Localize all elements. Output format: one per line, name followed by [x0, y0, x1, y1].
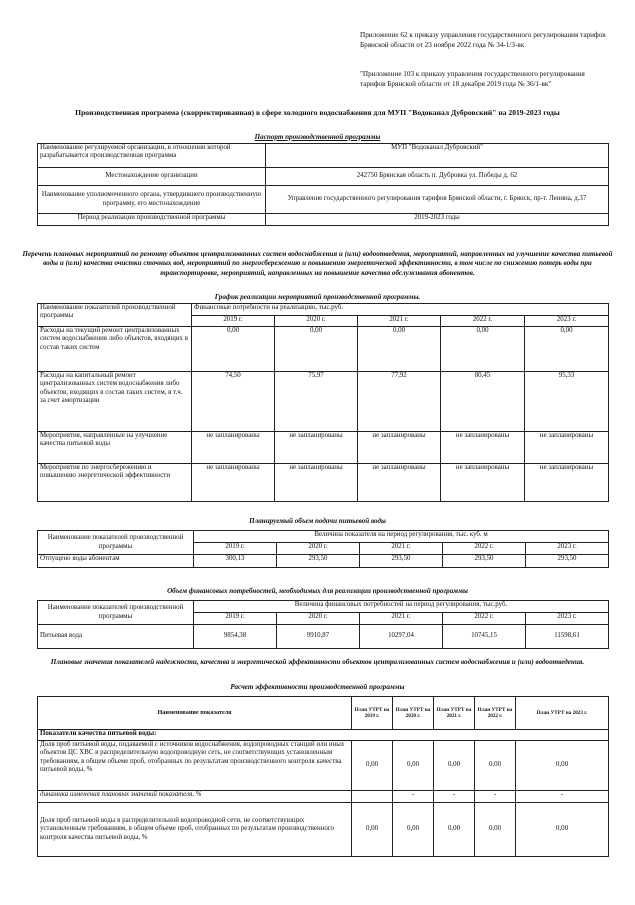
- year-header: 2020 г.: [277, 543, 360, 555]
- schedule-row: [38, 327, 609, 372]
- supply-cell: 293,50: [443, 555, 526, 568]
- efficiency-cell: 0,00: [352, 741, 393, 791]
- passport-row: [38, 186, 609, 214]
- finance-cell: 10745,15: [443, 625, 526, 649]
- plan-header: План УТРТ на 2022 г.: [475, 697, 516, 730]
- finance-head-label: Наименование показателей производственной программы: [38, 601, 194, 625]
- efficiency-cell: -: [393, 791, 434, 803]
- schedule-row: [38, 372, 609, 432]
- efficiency-caption: Расчет эффективности производственной программы: [230, 683, 405, 691]
- efficiency-row: [38, 741, 609, 791]
- supply-cell: 293,50: [277, 555, 360, 568]
- schedule-cell: 74,50: [192, 372, 275, 432]
- passport-value: 242750 Брянская область п. Дубровка ул. Победы д. 62: [266, 168, 609, 186]
- finance-row: [38, 625, 609, 649]
- passport-row: [38, 144, 609, 168]
- efficiency-cell: 0,00: [516, 803, 609, 857]
- passport-value: Управление государственного регулирования тарифов Брянской области, г. Брянск, пр-т. Ленина, д.37: [266, 186, 609, 214]
- schedule-cell: не запланированы: [275, 464, 358, 502]
- schedule-row-label: Расходы на текущий ремонт централизованных систем водоснабжения либо объектов, входящих в состав таких систем: [38, 327, 192, 372]
- schedule-cell: 95,33: [525, 372, 609, 432]
- plan-header: План УТРТ на 2021 г.: [434, 697, 475, 730]
- efficiency-row-label: Доля проб питьевой воды в распределительной водопроводной сети, не соответствующих установленным требованиям, в общем объеме проб, отобранных по результатам производственного контроля качества питьевой воды, %: [38, 803, 352, 857]
- year-header: 2022 г.: [441, 316, 525, 327]
- annex-note-1: Приложение 62 к приказу управления государственного регулирования тарифов Брянской области от 23 ноября 2022 года № 34-1/3-вк: [360, 31, 606, 49]
- schedule-cell: 0,00: [525, 327, 609, 372]
- passport-value: 2019-2023 годы: [266, 214, 609, 226]
- year-header: 2023 г.: [526, 613, 609, 625]
- supply-cell: 300,13: [194, 555, 277, 568]
- plan-header: План УТРТ на 2023 г.: [516, 697, 609, 730]
- schedule-cell: 77,92: [358, 372, 441, 432]
- efficiency-cell: 0,00: [393, 741, 434, 791]
- finance-cell: 10297,04: [360, 625, 443, 649]
- year-header: 2020 г.: [277, 613, 360, 625]
- schedule-cell: не запланированы: [275, 432, 358, 464]
- efficiency-table: [37, 696, 609, 857]
- efficiency-head-label: Наименование показателя: [38, 697, 352, 730]
- document-title: Производственная программа (скорректированная) в сфере холодного водоснабжения для МУП "Водоканал Дубровский" на 2019-2023 годы: [75, 108, 560, 117]
- finance-header-row: [38, 601, 609, 613]
- passport-value: МУП "Водоканал Дубровский": [266, 144, 609, 168]
- supply-cell: 293,50: [526, 555, 609, 568]
- efficiency-cell: 0,00: [434, 741, 475, 791]
- efficiency-cell: 0,00: [475, 803, 516, 857]
- year-header: 2020 г.: [275, 316, 358, 327]
- schedule-cell: 80,45: [441, 372, 525, 432]
- efficiency-row-label: динамика изменения плановых значений показателя, %: [38, 791, 352, 803]
- efficiency-cell: 0,00: [393, 803, 434, 857]
- efficiency-row: [38, 791, 609, 803]
- schedule-cell: 0,00: [192, 327, 275, 372]
- schedule-cell: не запланированы: [441, 432, 525, 464]
- schedule-cell: не запланированы: [525, 432, 609, 464]
- supply-row: [38, 555, 609, 568]
- schedule-cell: не запланированы: [192, 432, 275, 464]
- supply-head-label: Наименование показателей производственной программы: [38, 531, 194, 555]
- schedule-head-group: Финансовые потребности на реализацию, тыс.руб.: [192, 304, 609, 316]
- efficiency-cell: 0,00: [352, 803, 393, 857]
- schedule-row-label: Расходы на капитальный ремонт централизованных систем водоснабжения либо объектов, входящих в состав таких систем, в т.ч. за счет амортизации: [38, 372, 192, 432]
- finance-head-group: Величина финансовых потребностей на период регулирования, тыс.руб.: [194, 601, 609, 613]
- supply-cell: 293,50: [360, 555, 443, 568]
- year-header: 2021 г.: [358, 316, 441, 327]
- efficiency-cell: 0,00: [475, 741, 516, 791]
- year-header: 2023 г.: [525, 316, 609, 327]
- year-header: 2021 г.: [360, 613, 443, 625]
- supply-head-group: Величина показателя на период регулирования, тыс. куб. м: [194, 531, 609, 543]
- efficiency-cell: 0,00: [434, 803, 475, 857]
- supply-caption: Планируемый объем подачи питьевой воды: [249, 517, 386, 525]
- year-header: 2019 г.: [192, 316, 275, 327]
- year-header: 2021 г.: [360, 543, 443, 555]
- supply-table: [37, 530, 609, 568]
- schedule-cell: не запланированы: [441, 464, 525, 502]
- efficiency-cell: -: [434, 791, 475, 803]
- year-header: 2019 г.: [194, 613, 277, 625]
- year-header: 2023 г.: [526, 543, 609, 555]
- schedule-head-label: Наименование показателей производственной программы: [38, 304, 192, 327]
- schedule-cell: 0,00: [358, 327, 441, 372]
- schedule-row-label: Мероприятия по энергосбережению и повышению энергетической эффективности: [38, 464, 192, 502]
- passport-label: Наименование уполномоченного органа, утвердившего производственную программу, его местонахождение: [38, 186, 266, 214]
- year-header: 2022 г.: [443, 613, 526, 625]
- schedule-cell: 0,00: [275, 327, 358, 372]
- finance-cell: 11598,61: [526, 625, 609, 649]
- supply-header-row: [38, 531, 609, 543]
- efficiency-section-row: [38, 730, 609, 741]
- plan-header: План УТРТ на 2019 г.: [352, 697, 393, 730]
- schedule-row-label: Мероприятия, направленные на улучшение качества питьевой воды: [38, 432, 192, 464]
- efficiency-cell: -: [516, 791, 609, 803]
- measures-caption: Перечень плановых мероприятий по ремонту объектов централизованных систем водоснабжения и (или) водоотведения, мероприятий, направленных на улучшение качества питьевой воды и (или) качества очистки сточных вод, мероприятий по энергосбережению и повышению энергетической эффективности, в том числе по снижению потерь воды при транспортировке, мероприятий, направленных на повышение качества обслуживания абонентов.: [22, 250, 613, 277]
- reliability-caption: Плановые значения показателей надежности, качества и энергетической эффективности объектов централизованных систем водоснабжения и (или) водоотведения.: [50, 658, 585, 666]
- finance-table: [37, 600, 609, 649]
- year-header: 2022 г.: [443, 543, 526, 555]
- schedule-caption: График реализации мероприятий производственной программы.: [214, 293, 421, 301]
- schedule-table: [37, 303, 609, 502]
- schedule-cell: 75,97: [275, 372, 358, 432]
- year-header: 2019 г.: [194, 543, 277, 555]
- efficiency-cell: [352, 791, 393, 803]
- schedule-row: [38, 464, 609, 502]
- passport-row: [38, 168, 609, 186]
- efficiency-cell: 0,00: [516, 741, 609, 791]
- schedule-cell: не запланированы: [358, 464, 441, 502]
- efficiency-section-title: Показатели качества питьевой воды:: [38, 730, 609, 741]
- passport-table: [37, 143, 609, 226]
- schedule-cell: не запланированы: [192, 464, 275, 502]
- efficiency-header-row: [38, 697, 609, 730]
- annex-note-2: "Приложение 103 к приказу управления государственного регулирования тарифов Брянской области от 18 декабря 2019 года № 36/1-вк": [360, 70, 585, 88]
- passport-caption: Паспорт производственной программы: [254, 133, 381, 141]
- plan-header: План УТРТ на 2020 г.: [393, 697, 434, 730]
- finance-row-label: Питьевая вода: [38, 625, 194, 649]
- schedule-header-row: [38, 304, 609, 316]
- passport-label: Наименование регулируемой организации, в отношении которой разрабатывается производственная программа: [38, 144, 266, 168]
- finance-cell: 9854,38: [194, 625, 277, 649]
- passport-row: [38, 214, 609, 226]
- schedule-row: [38, 432, 609, 464]
- passport-label: Период реализации производственной программы: [38, 214, 266, 226]
- efficiency-row: [38, 803, 609, 857]
- finance-caption: Объем финансовых потребностей, необходимых для реализации производственной программы: [167, 587, 468, 595]
- supply-row-label: Отпущено воды абонентам: [38, 555, 194, 568]
- schedule-cell: не запланированы: [358, 432, 441, 464]
- passport-label: Местонахождение организации: [38, 168, 266, 186]
- finance-cell: 9910,87: [277, 625, 360, 649]
- efficiency-cell: -: [475, 791, 516, 803]
- schedule-cell: не запланированы: [525, 464, 609, 502]
- efficiency-row-label: Доля проб питьевой воды, подаваемой с источников водоснабжения, водопроводных станций или иных объектов ЦС ХВС в распределительную водопроводную сеть, не соответствующих установленным требованиям, в общем объеме проб, отобранных по результатам производственного контроля качества питьевой воды, %: [38, 741, 352, 791]
- schedule-cell: 0,00: [441, 327, 525, 372]
